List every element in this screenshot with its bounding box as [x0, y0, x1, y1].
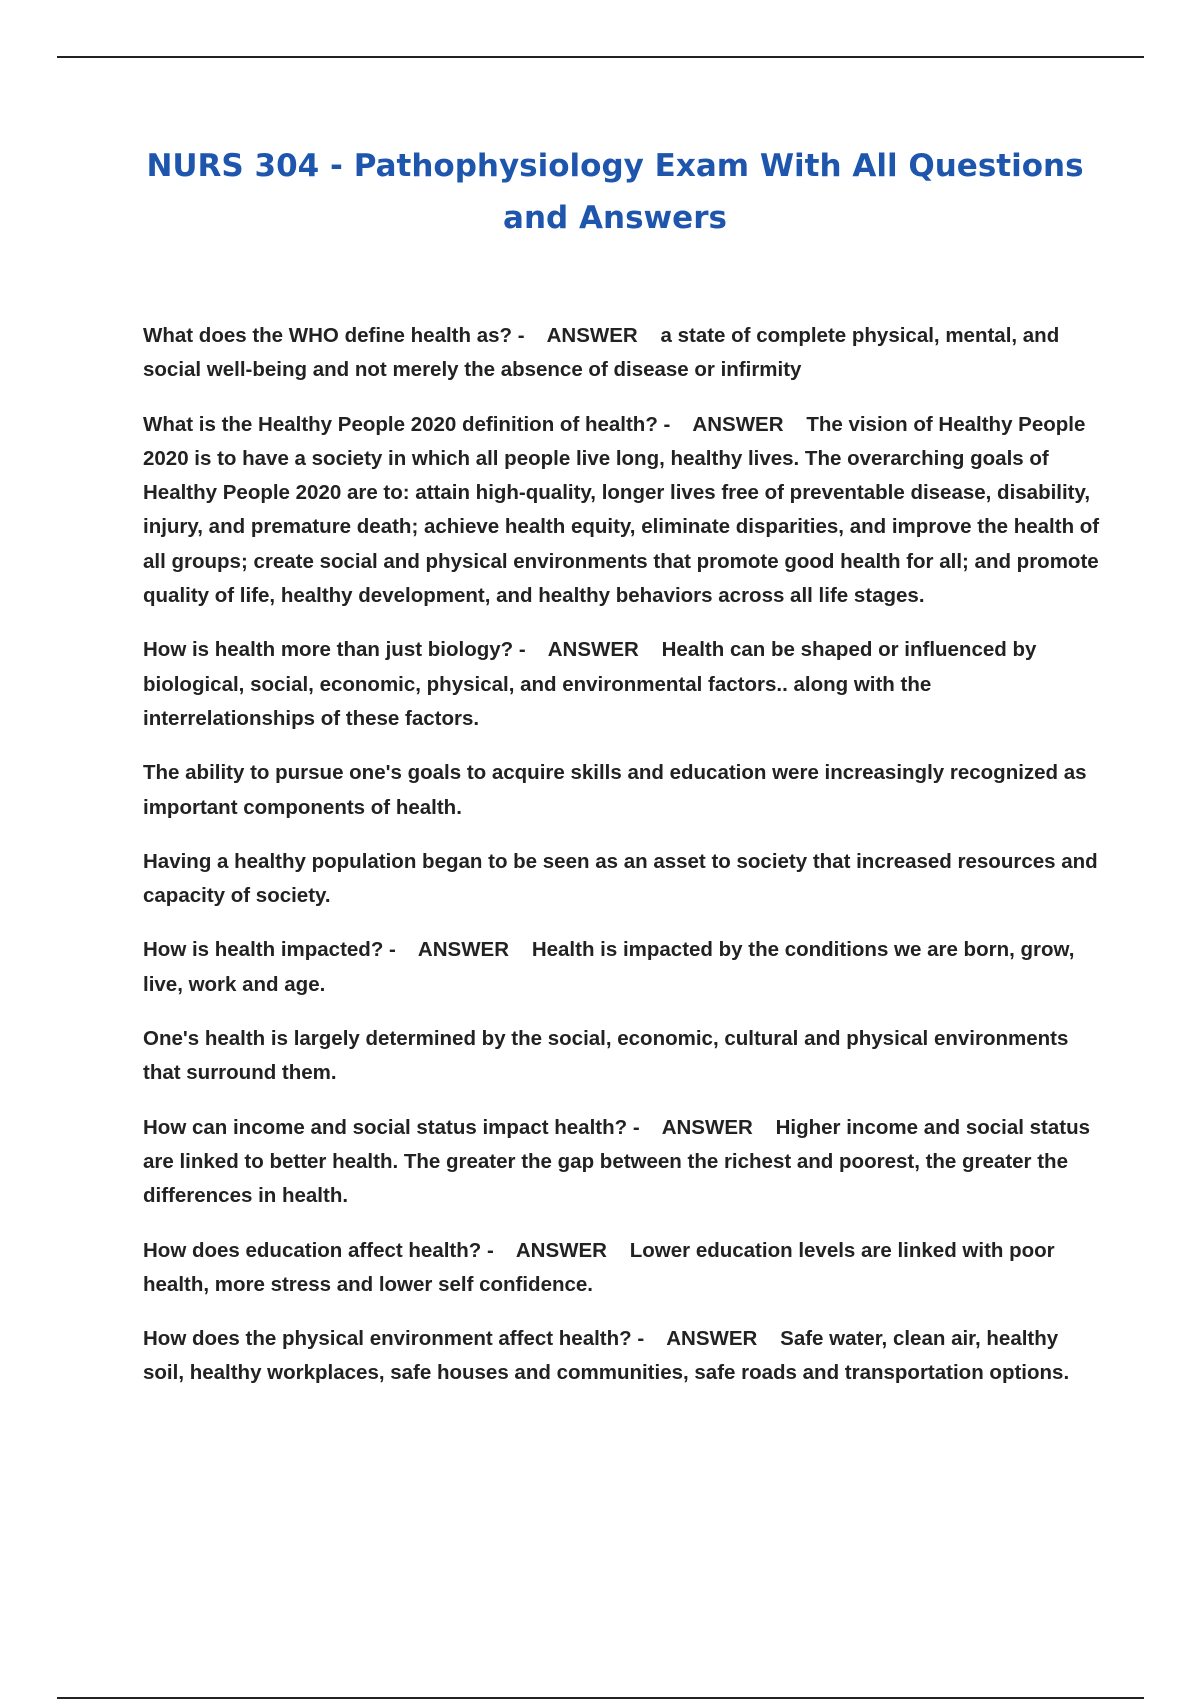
- question-text: What is the Healthy People 2020 definition of health? -: [143, 412, 671, 436]
- answer-label: ANSWER: [546, 324, 638, 347]
- note-paragraph: One's health is largely determined by the social, economic, cultural and physical environments that surround them.: [143, 1027, 1069, 1085]
- answer-label: ANSWER: [666, 1327, 758, 1351]
- note-paragraph: The ability to pursue one's goals to acquire skills and education were increasingly recognized as important components of health.: [143, 761, 1087, 819]
- question-text: How does the physical environment affect health? -: [143, 1327, 645, 1351]
- answer-label: ANSWER: [661, 1115, 753, 1139]
- document-title: NURS 304 - Pathophysiology Exam With All Questions and Answers: [146, 148, 1084, 236]
- qa-entry: [143, 1234, 1103, 1303]
- qa-entry: [143, 1111, 1103, 1214]
- answer-text: Lower education levels are linked with poor health, more stress and lower self confidence.: [143, 1238, 1055, 1296]
- qa-entry: [143, 1322, 1103, 1391]
- qa-entry: [143, 319, 1103, 388]
- bottom-divider: [57, 1697, 1144, 1699]
- top-divider: [57, 56, 1144, 58]
- question-text: How does education affect health? -: [143, 1238, 494, 1262]
- note-paragraph: Having a healthy population began to be seen as an asset to society that increased resources and capacity of society.: [143, 849, 1098, 908]
- answer-text: Health is impacted by the conditions we are born, grow, live, work and age.: [143, 938, 1075, 996]
- question-text: How can income and social status impact health? -: [143, 1115, 640, 1139]
- qa-entry: [143, 933, 1103, 1002]
- question-text: How is health more than just biology? -: [143, 638, 526, 662]
- question-text: How is health impacted? -: [143, 938, 396, 962]
- qa-entry: [143, 633, 1103, 736]
- answer-text: Higher income and social status are linked to better health. The greater the gap between the richest and poorest, the greater the differences in health.: [143, 1115, 1091, 1208]
- qa-entry: [143, 408, 1103, 614]
- answer-text: Health can be shaped or influenced by biological, social, economic, physical, and environmental factors.. along with the interrelationships of these factors.: [143, 638, 1037, 730]
- answer-label: ANSWER: [547, 638, 639, 662]
- answer-label: ANSWER: [515, 1238, 607, 1262]
- answer-label: ANSWER: [417, 938, 510, 962]
- answer-text: Safe water, clean air, healthy soil, healthy workplaces, safe houses and communities, safe roads and transportation options.: [143, 1327, 1070, 1385]
- answer-label: ANSWER: [692, 412, 784, 436]
- answer-text: The vision of Healthy People 2020 is to have a society in which all people live long, healthy lives. The overarching goals of Healthy People 2020 are to: attain high-quality, longer lives free of preventable disease, disability, injury, and premature death; achieve health equity, eliminate disparities, and improve the health of all groups; create social and physical environments that promote good health for all; and promote quality of life, healthy development, and healthy behaviors across all life stages.: [143, 412, 1100, 608]
- question-text: What does the WHO define health as? -: [143, 324, 525, 347]
- answer-text: a state of complete physical, mental, and social well-being and not merely the absence of disease or infirmity: [143, 324, 1060, 382]
- qa-list: [143, 319, 1103, 1411]
